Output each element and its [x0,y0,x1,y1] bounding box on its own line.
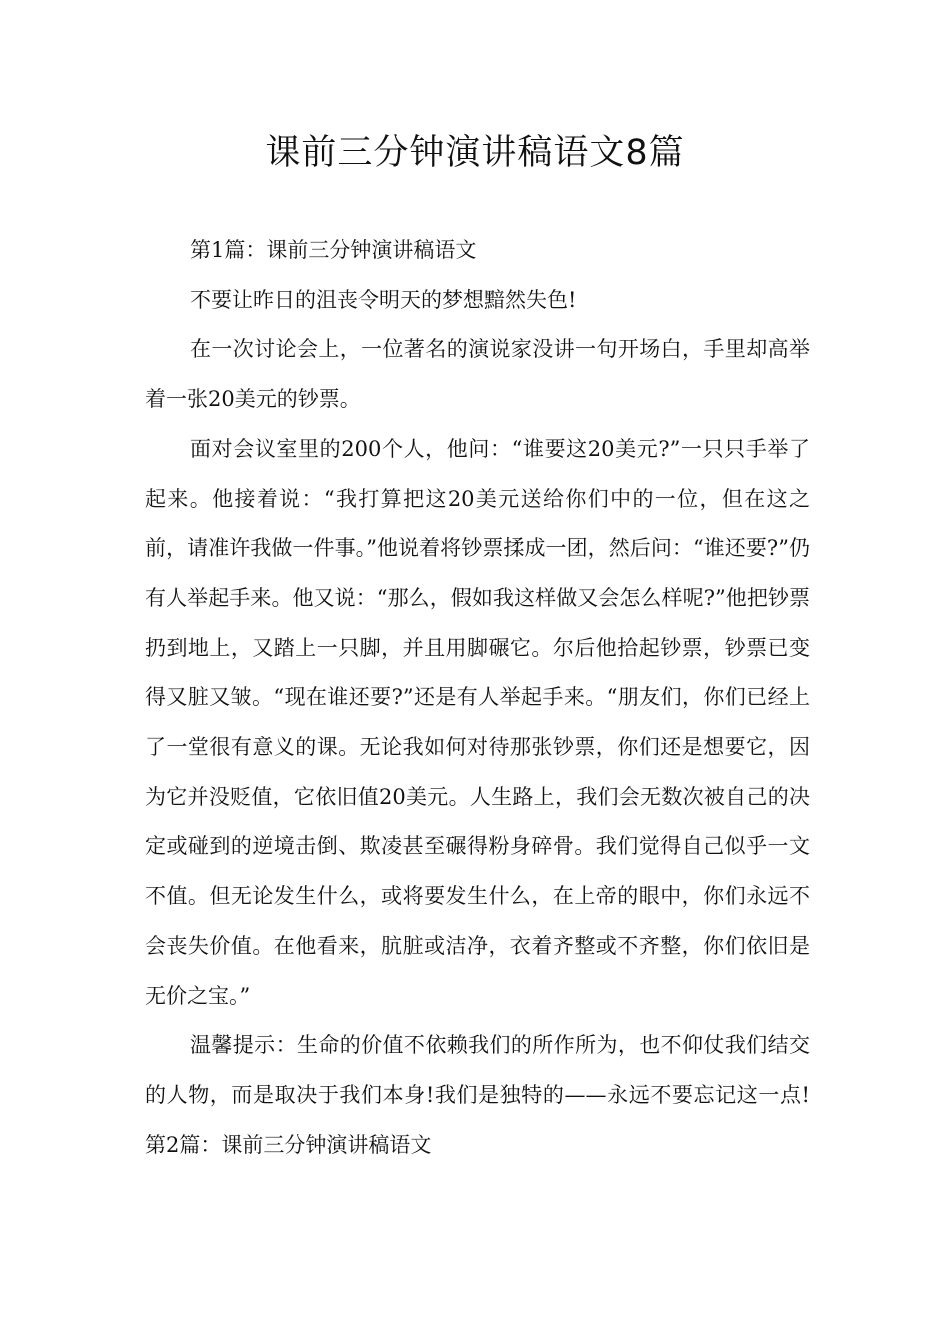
paragraph: 温馨提示：生命的价值不依赖我们的所作所为，也不仰仗我们结交的人物，而是取决于我们本身!我们是独特的——永远不要忘记这一点!第2篇：课前三分钟演讲稿语文 [145,1033,810,1157]
document-title: 课前三分钟演讲稿语文8篇 [265,133,685,173]
paragraph: 面对会议室里的200个人，他问：“谁要这20美元?”一只只手举了起来。他接着说：“我打算把这20美元送给你们中的一位，但在这之前，请准许我做一件事。”他说着将钞票揉成一团，然后问：“谁还要?”仍有人举起手来。他又说：“那么，假如我这样做又会怎么样呢?”他把钞票扔到地上，又踏上一只脚，并且用脚碾它。尔后他拾起钞票，钞票已变得又脏又皱。“现在谁还要?”还是有人举起手来。“朋友们，你们已经上了一堂很有意义的课。无论我如何对待那张钞票，你们还是想要它，因为它并没贬值，它依旧值20美元。人生路上，我们会无数次被自己的决定或碰到的逆境击倒、欺凌甚至碾得粉身碎骨。我们觉得自己似乎一文不值。但无论发生什么，或将要发生什么，在上帝的眼中，你们永远不会丧失价值。在他看来，肮脏或洁净，衣着齐整或不齐整，你们依旧是无价之宝。” [145,436,810,1008]
paragraph: 在一次讨论会上，一位著名的演说家没讲一句开场白，手里却高举着一张20美元的钞票。 [145,337,810,412]
paragraph: 不要让昨日的沮丧令明天的梦想黯然失色! [190,287,577,312]
document-body [145,226,810,1170]
section-heading: 第1篇：课前三分钟演讲稿语文 [190,238,477,262]
